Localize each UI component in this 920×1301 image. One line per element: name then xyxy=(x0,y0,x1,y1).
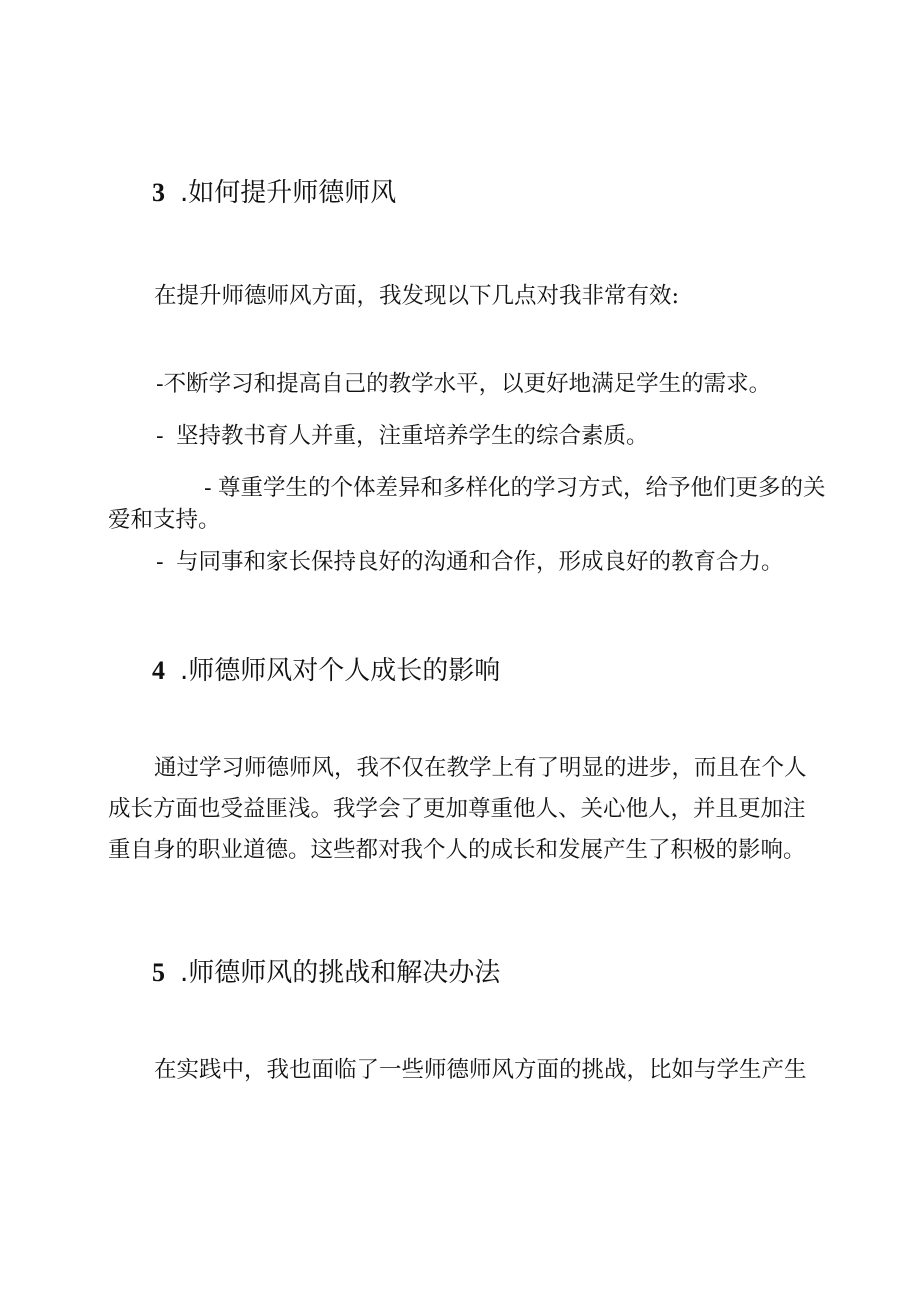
section-4-heading xyxy=(152,655,500,687)
list-dash: - xyxy=(156,371,164,397)
section-4-paragraph: 通过学习师德师风，我不仅在教学上有了明显的进步，而且在个人成长方面也受益匪浅。我学会了更加尊重他人、关心他人，并且更加注重自身的职业道德。这些都对我个人的成长和发展产生了积极的影响。 xyxy=(108,755,807,863)
list-item-text: 坚持教书育人并重，注重培养学生的综合素质。 xyxy=(176,423,649,449)
section-5-number: 5 xyxy=(152,958,165,987)
list-item xyxy=(156,420,649,452)
list-dash: - xyxy=(156,549,164,575)
section-5-title: .师德师风的挑战和解决办法 xyxy=(180,958,501,988)
list-item-text: 不断学习和提高自己的教学水平，以更好地满足学生的需求。 xyxy=(163,371,772,397)
list-item xyxy=(156,368,771,400)
list-item-text: 与同事和家长保持良好的沟通和合作，形成良好的教育合力。 xyxy=(176,549,784,575)
list-dash: - xyxy=(204,475,212,501)
section-3-heading xyxy=(152,177,396,209)
section-3-number: 3 xyxy=(152,178,165,207)
list-dash: - xyxy=(156,423,164,449)
section-4-number: 4 xyxy=(152,656,165,685)
list-item xyxy=(156,546,784,578)
section-5-paragraph: 在实践中，我也面临了一些师德师风方面的挑战，比如与学生产生 xyxy=(154,1057,807,1083)
section-5-heading xyxy=(152,957,500,989)
section-3-intro: 在提升师德师风方面，我发现以下几点对我非常有效: xyxy=(154,283,680,309)
section-4-title: .师德师风对个人成长的影响 xyxy=(180,656,501,686)
section-3-title: .如何提升师德师风 xyxy=(180,178,397,208)
list-item-text: 尊重学生的个体差异和多样化的学习方式，给予他们更多的关爱和支持。 xyxy=(108,475,826,533)
list-item xyxy=(108,472,826,536)
